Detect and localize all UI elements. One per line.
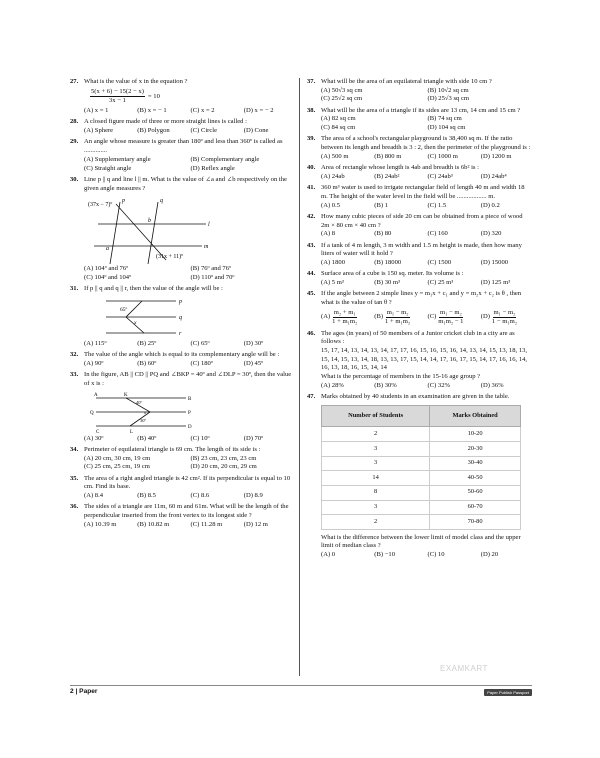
option-c[interactable]: (C) 180º [190, 359, 213, 367]
question-text: 360 m³ water is used to irrigate rectangular field of length 40 m and width 18 m. The height of the water level in the field will be .................. m. [321, 184, 525, 200]
question-number: 29. [70, 138, 79, 146]
option-a[interactable]: (A) 20 cm, 30 cm, 19 cm [84, 454, 151, 462]
question-text: Marks obtained by 40 students in an examination are given in the table. [321, 393, 510, 401]
label-K: K [124, 392, 128, 398]
question-number: 33. [70, 371, 79, 379]
option-a[interactable]: (A) 8.4 [84, 492, 104, 500]
cell-students: 14 [322, 471, 430, 486]
options [321, 230, 532, 239]
option-d[interactable]: (D) 110º and 70º [190, 273, 235, 281]
option-c[interactable]: (C) 25 m³ [427, 278, 454, 286]
label-C: C [96, 429, 100, 434]
question-prompt: What is the difference between the lower limit of model class and the upper limit of median class ? [321, 533, 521, 550]
fraction-numerator: m₁ − m₂ [493, 309, 517, 319]
option-c[interactable]: (C) 65º [190, 339, 210, 347]
question-number: 35. [70, 474, 79, 482]
option-c[interactable]: (C) 1500 [427, 258, 452, 266]
question-41 [307, 184, 532, 210]
option-b[interactable]: (B) 24ab² [374, 172, 400, 180]
label-m: m [204, 244, 209, 251]
label-Q: Q [90, 410, 94, 416]
question-text: What will be the area of a triangle if its sides are 13 cm, 14 cm and 15 cm ? [321, 106, 521, 114]
question-text: Area of rectangle whose length is 4ab and breadth is 6b² is : [321, 164, 479, 172]
question-number: 46. [307, 329, 316, 337]
label-p: p [122, 198, 125, 205]
option-a[interactable]: (A) 90º [84, 359, 104, 367]
equation-rhs: = 10 [147, 92, 160, 100]
option-b[interactable]: (B) 10.82 m [137, 520, 170, 528]
option-c[interactable]: (C) 25√2 sq cm [321, 95, 363, 103]
question-46 [307, 330, 532, 391]
angle-label: 65º [120, 306, 128, 313]
question-37 [307, 78, 532, 104]
option-b[interactable]: (B) 74 sq cm [427, 115, 462, 123]
question-31 [70, 285, 295, 348]
question-text: What is the value of x in the equation ? [84, 78, 188, 85]
option-b[interactable]: (B) 23 cm, 23 cm, 23 cm [190, 454, 257, 462]
option-b[interactable]: (B) x = − 1 [137, 107, 167, 115]
options [84, 107, 295, 116]
option-a[interactable]: (A) 50√3 sq cm [321, 86, 363, 94]
options [84, 265, 295, 282]
question-32 [70, 351, 295, 368]
label-r: r [179, 330, 182, 337]
option-a[interactable]: (A) 115º [84, 339, 107, 347]
options [321, 153, 532, 162]
fraction-numerator: m₁ − m₂ [386, 309, 410, 319]
parallel-lines-figure-q33 [86, 390, 196, 434]
publisher-badge: Paper Publish Passport [484, 689, 532, 696]
option-a[interactable]: (A) 5 m³ [321, 278, 344, 286]
question-text: The area of a right angled triangle is 42 cm². If its perpendicular is equal to 10 cm. Find its base. [84, 474, 291, 491]
option-a[interactable]: (A) 104º and 76º [84, 265, 129, 273]
label-L: L [130, 429, 134, 434]
question-prompt: What is the percentage of members in the 15-16 age group ? [321, 373, 481, 381]
option-b[interactable]: (B) 800 m [374, 152, 402, 160]
table-row [322, 515, 521, 530]
question-number: 42. [307, 212, 316, 220]
question-number: 39. [307, 135, 316, 143]
cell-marks: 60-70 [430, 500, 521, 515]
options [321, 87, 532, 104]
cell-students: 2 [322, 427, 430, 442]
option-b[interactable]: (B) 25º [137, 339, 157, 347]
question-28 [70, 118, 295, 135]
options [84, 455, 295, 472]
option-d[interactable]: (D) 8.9 [243, 492, 263, 500]
label-b: b [148, 218, 151, 225]
question-27 [70, 78, 295, 116]
question-45 [307, 290, 532, 327]
question-number: 37. [307, 78, 316, 85]
question-number: 36. [70, 503, 79, 511]
option-b[interactable]: (B) 8.5 [137, 492, 156, 500]
question-30 [70, 176, 295, 283]
option-a[interactable]: (A) 500 m [321, 152, 349, 160]
question-number: 38. [307, 106, 316, 114]
watermark: EXAMKART [440, 664, 488, 673]
option-c[interactable]: (C) 32% [427, 381, 451, 389]
option-c[interactable]: (C) Straight angle [84, 164, 132, 172]
cell-marks: 50-60 [430, 485, 521, 500]
question-text: If p || q and q || r, then the value of the angle will be : [84, 285, 223, 293]
cell-students: 3 [322, 456, 430, 471]
parallel-lines-figure-q30 [86, 194, 216, 264]
question-number: 30. [70, 175, 79, 183]
options [84, 492, 295, 501]
option-d[interactable]: (D) 25√3 sq cm [427, 95, 470, 103]
fraction-denominator: 1 − m₁m₂ [491, 318, 518, 326]
age-data: 15, 17, 14, 13, 14, 13, 14, 17, 17, 16, 15, 16, 15, 16, 14, 13, 14, 15, 13, 18, 13, 15, 14, 15, 13, 14, 18, 13, 13, 17, 15, 14, 14, 17, 16, 17, 15, 14, 17, 16, 16, 14, 16, 13, 18, 16, 15, 14, 14 [321, 347, 528, 372]
option-c[interactable]: (C) Circle [190, 127, 218, 135]
option-b[interactable]: (B) 10√2 sq cm [427, 86, 469, 94]
option-c[interactable]: (C) x = 2 [190, 107, 215, 115]
question-38 [307, 107, 532, 133]
question-33 [70, 371, 295, 443]
equation [90, 88, 295, 106]
question-43 [307, 242, 532, 268]
options [321, 202, 532, 211]
table-row [322, 485, 521, 500]
option-d[interactable]: (D) Reflex angle [190, 164, 235, 172]
option-c[interactable]: (C) 24ab³ [427, 172, 453, 180]
options [84, 435, 295, 444]
question-text: An angle whose measure is greater than 180º and less than 360º is called as .............. [84, 138, 283, 155]
option-c[interactable]: (C) 160 [427, 230, 448, 238]
label-a: a [106, 246, 109, 253]
options [84, 360, 295, 369]
option-c[interactable]: (C) 1000 m [427, 152, 458, 160]
question-number: 45. [307, 290, 316, 298]
option-c[interactable] [428, 309, 479, 327]
question-text: Line p || q and line l || m. What is the value of ∠a and ∠b respectively on the given angle measures ? [84, 175, 287, 192]
option-b[interactable]: (B) 30 m³ [374, 278, 401, 286]
label-p: p [179, 298, 182, 305]
label-A: A [94, 392, 98, 398]
option-d[interactable]: (D) 12 m [243, 520, 268, 528]
cell-students: 8 [322, 485, 430, 500]
option-b[interactable]: (B) Complementary angle [190, 155, 260, 163]
fraction-numerator: m₂ + m₁ [333, 309, 357, 319]
option-a[interactable]: (A) 1800 [321, 258, 345, 266]
angle-label-top: (37x − 7)º [88, 202, 113, 209]
page-number-label: 2 | Paper [70, 688, 98, 695]
option-a[interactable]: (A) 0.5 [321, 201, 341, 209]
question-42 [307, 213, 532, 239]
option-a[interactable]: (A) 82 sq cm [321, 115, 356, 123]
option-a[interactable]: (A) x = 1 [84, 107, 109, 115]
option-d[interactable]: (D) 24ab⁴ [480, 172, 507, 180]
question-text: If the angle between 2 simple lines y = m₁x + c₁ and y = m₂x + c₂ is θ , then what is the value of tan θ ? [321, 290, 522, 306]
option-label: (C) [427, 313, 437, 321]
label-B: B [188, 396, 192, 402]
options [321, 115, 532, 132]
cell-marks: 70-80 [430, 515, 521, 530]
option-a[interactable]: (A) Supplementary angle [84, 155, 151, 163]
option-a[interactable]: (A) Sphere [84, 127, 114, 135]
option-c[interactable]: (C) 8.6 [190, 492, 210, 500]
column-divider [299, 78, 300, 676]
label-x: x [134, 319, 137, 326]
table-row [322, 500, 521, 515]
options [321, 551, 532, 560]
fraction-denominator: 1 + m₁m₂ [385, 318, 411, 326]
option-d[interactable]: (D) 20 cm, 20 cm, 29 cm [190, 463, 257, 471]
options [84, 127, 295, 136]
option-c[interactable]: (C) 10 [427, 551, 445, 559]
cell-students: 2 [322, 515, 430, 530]
table-row [322, 427, 521, 442]
fraction-denominator: m₁m₂ − 1 [438, 318, 464, 326]
option-b[interactable]: (B) 80 [374, 230, 392, 238]
option-d[interactable]: (D) 30º [243, 339, 264, 347]
option-c[interactable]: (C) 25 cm, 25 cm, 19 cm [84, 463, 150, 471]
label-D: D [188, 424, 192, 430]
question-text: The sides of a triangle are 11m, 60 m and 61m. What will be the length of the perpendicular inserted from the front vertex to its longest side ? [84, 503, 289, 520]
question-text: The value of the angle which is equal to its complementary angle will be : [84, 351, 280, 359]
option-c[interactable]: (C) 104º and 104º [84, 273, 132, 281]
marks-table [321, 405, 521, 530]
option-b[interactable]: (B) 1 [374, 201, 388, 209]
table-header-row [322, 405, 521, 426]
options [321, 173, 532, 182]
question-40 [307, 164, 532, 181]
option-label: (A) [321, 313, 331, 321]
cell-marks: 10-20 [430, 427, 521, 442]
header-number-of-students: Number of Students [322, 405, 430, 426]
cell-students: 3 [322, 500, 430, 515]
question-number: 34. [70, 445, 79, 453]
table-row [322, 471, 521, 486]
option-d[interactable] [481, 309, 532, 327]
options [321, 259, 532, 268]
question-29 [70, 138, 295, 173]
question-35 [70, 475, 295, 501]
question-36 [70, 503, 295, 529]
label-x: x [144, 409, 146, 415]
option-b[interactable]: (B) −10 [374, 551, 396, 559]
option-a[interactable]: (A) 24ab [321, 172, 345, 180]
option-c[interactable]: (C) 11.28 m [190, 520, 223, 528]
question-text: A closed figure made of three or more straight lines is called : [84, 118, 247, 126]
option-b[interactable]: (B) 18000 [374, 258, 402, 266]
option-d[interactable]: (D) Cone [243, 127, 269, 135]
option-label: (D) [480, 313, 490, 321]
question-number: 40. [307, 164, 316, 172]
cell-marks: 30-40 [430, 456, 521, 471]
right-column [307, 78, 532, 562]
option-d[interactable]: (D) 20 [480, 551, 499, 559]
question-44 [307, 270, 532, 287]
cell-marks: 20-30 [430, 441, 521, 456]
option-b[interactable]: (B) 40º [137, 434, 157, 442]
label-q: q [179, 314, 182, 321]
angle-30: 30º [140, 417, 146, 423]
label-q: q [160, 198, 163, 205]
option-d[interactable]: (D) 70º [243, 434, 264, 442]
option-b[interactable]: (B) Polygon [137, 127, 170, 135]
options [321, 382, 532, 391]
option-b[interactable]: (B) 30% [374, 381, 397, 389]
question-text: How many cubic pieces of side 20 cm can be obtained from a piece of wood 2m × 80 cm × 40 cm ? [321, 212, 523, 229]
question-number: 28. [70, 118, 79, 126]
option-d[interactable]: (D) 125 m³ [480, 278, 511, 286]
question-number: 47. [307, 393, 316, 401]
label-P: P [188, 410, 191, 416]
option-d[interactable]: (D) 15000 [480, 258, 509, 266]
equation-numerator: 5(x + 6) − 15(2 − x) [90, 88, 145, 98]
option-a[interactable]: (A) 10.39 m [84, 520, 117, 528]
question-text: The ages (in years) of 50 members of a Junior cricket club in a city are as follows : [321, 329, 515, 346]
label-l: l [208, 222, 210, 229]
options [84, 156, 295, 173]
header-marks-obtained: Marks Obtained [430, 405, 521, 426]
left-column [70, 78, 295, 532]
fraction-denominator: 1 + m₁m₂ [332, 318, 358, 326]
option-d[interactable]: (D) x = − 2 [243, 107, 274, 115]
cell-students: 3 [322, 441, 430, 456]
option-d[interactable]: (D) 1200 m [480, 152, 512, 160]
angle-label-bottom: (31x + 11)º [156, 254, 184, 261]
table-row [322, 456, 521, 471]
option-b[interactable] [374, 309, 425, 327]
option-d[interactable]: (D) 45º [243, 359, 264, 367]
options [84, 340, 295, 349]
question-number: 41. [307, 184, 316, 192]
angle-40: 40º [136, 399, 142, 405]
question-text: The area of a school's rectangular playground is 38,400 sq m. If the ratio between its length and breadth is 3 : 2, then the perimeter of the playground is : [321, 135, 531, 152]
page-footer [70, 685, 532, 697]
table-row [322, 441, 521, 456]
option-a[interactable]: (A) 0 [321, 551, 336, 559]
options [321, 279, 532, 288]
question-number: 31. [70, 285, 79, 293]
options [84, 521, 295, 530]
option-a[interactable]: (A) 28% [321, 381, 344, 389]
option-c[interactable]: (C) 10º [190, 434, 210, 442]
option-c[interactable]: (C) 84 sq cm [321, 124, 356, 132]
option-d[interactable]: (D) 320 [480, 230, 502, 238]
option-a[interactable]: (A) 8 [321, 230, 336, 238]
question-number: 44. [307, 270, 316, 278]
option-d[interactable]: (D) 0.2 [480, 201, 500, 209]
question-34 [70, 446, 295, 472]
question-number: 43. [307, 241, 316, 249]
option-a[interactable] [321, 309, 372, 327]
fraction-numerator: m₁ − m₂ [439, 309, 463, 319]
option-d[interactable]: (D) 36% [480, 381, 504, 389]
question-text: In the figure, AB || CD || PQ and ∠BKP = 40º and ∠DLP = 30º, then the value of x is : [84, 371, 292, 387]
option-label: (B) [374, 313, 384, 321]
question-39 [307, 135, 532, 161]
question-text: Perimeter of equilateral triangle is 69 cm. The length of its side is : [84, 445, 261, 453]
question-text: Surface area of a cube is 150 sq. meter. Its volume is : [321, 270, 464, 278]
question-number: 27. [70, 78, 79, 85]
option-b[interactable]: (B) 60º [137, 359, 157, 367]
question-47 [307, 393, 532, 560]
question-text: If a tank of 4 m length, 3 m width and 1.5 m height is made, then how many liters of water will it hold ? [321, 241, 522, 258]
option-c[interactable]: (C) 1.5 [427, 201, 447, 209]
option-d[interactable]: (D) 104 sq cm [427, 124, 466, 132]
options [321, 309, 532, 327]
option-a[interactable]: (A) 30º [84, 434, 104, 442]
question-number: 32. [70, 351, 79, 359]
option-b[interactable]: (B) 76º and 76º [190, 265, 232, 273]
parallel-lines-figure-q31 [86, 295, 196, 339]
equation-denominator: 3x − 1 [109, 97, 126, 105]
cell-marks: 40-50 [430, 471, 521, 486]
question-text: What will be the area of an equilateral triangle with side 10 cm ? [321, 78, 492, 85]
